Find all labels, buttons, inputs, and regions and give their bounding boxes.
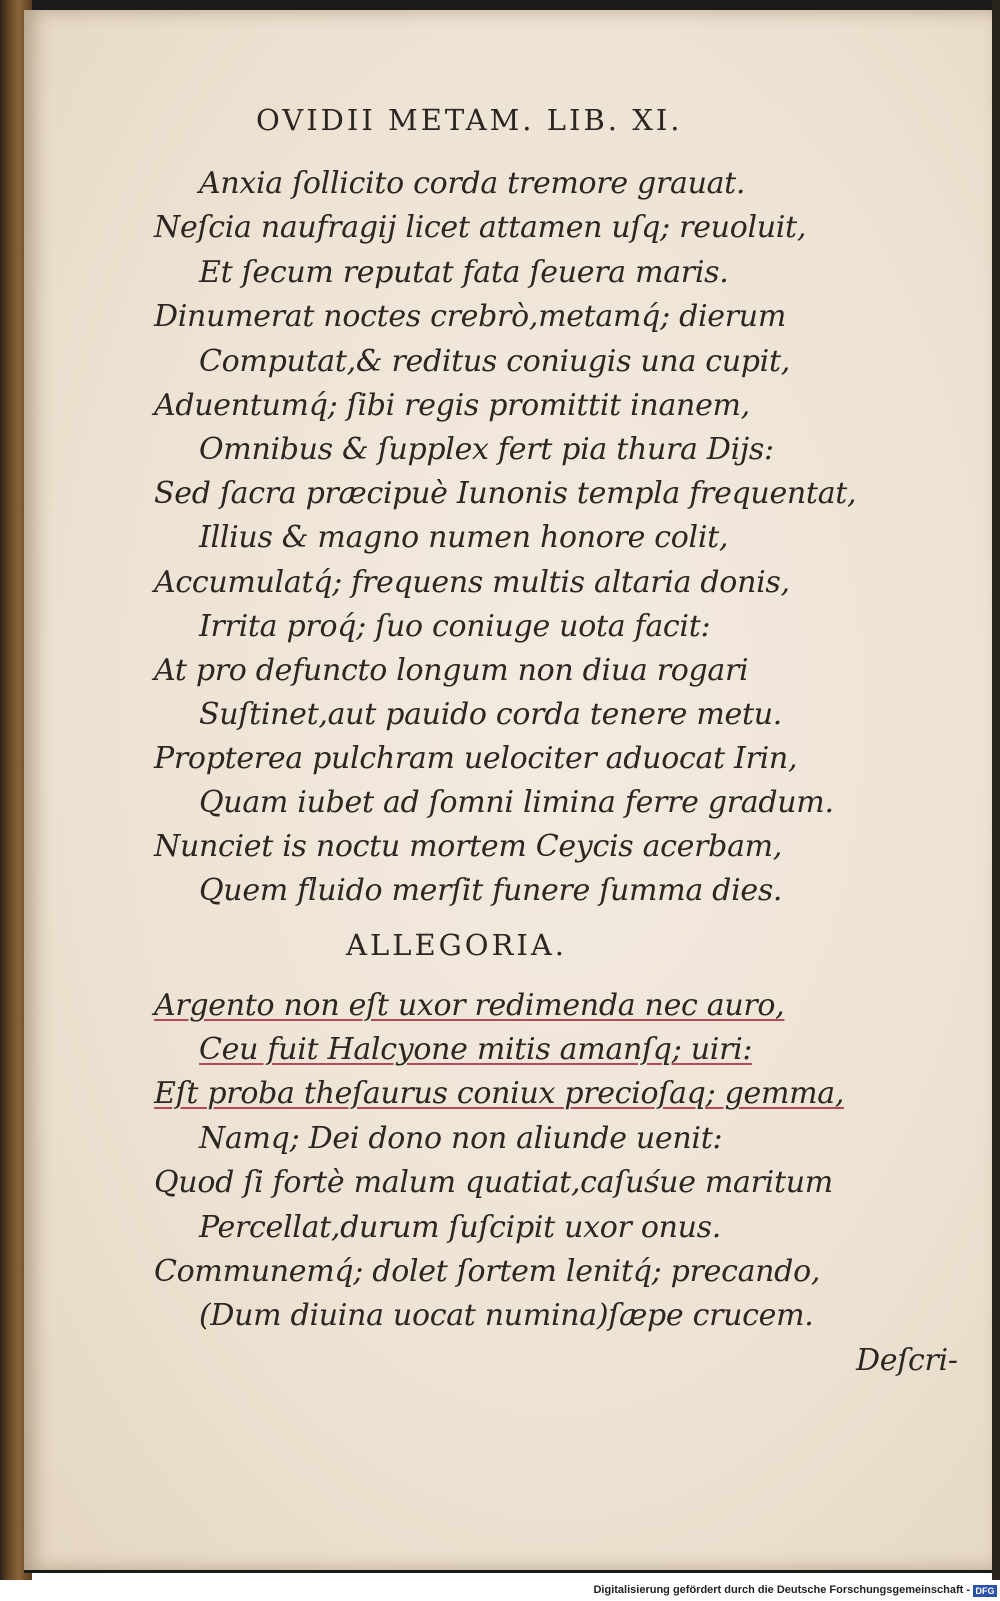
verse-line: Quod ſi fortè malum quatiat,caſuśue maritum <box>154 1165 833 1200</box>
running-title: OVIDII METAM. LIB. XI. <box>256 103 683 137</box>
verse-line: Quem fluido merſit funere ſumma dies. <box>199 873 783 908</box>
allegoria-heading: ALLEGORIA. <box>346 928 568 962</box>
verse-line: Aduentumq́; ſibi regis promittit inanem, <box>154 388 750 423</box>
verse-line: Illius & magno numen honore colit, <box>199 520 729 555</box>
verse-line: Quam iubet ad ſomni limina ferre gradum. <box>199 785 834 820</box>
verse-line: Omnibus & ſupplex fert pia thura Dijs: <box>199 432 774 467</box>
verse-line: Nunciet is noctu mortem Ceycis acerbam, <box>154 829 783 864</box>
catchword: Deſcri- <box>856 1343 958 1378</box>
verse-line: Dinumerat noctes crebrò,metamq́; dierum <box>154 299 786 334</box>
verse-line: Propterea pulchram uelociter aduocat Irin, <box>154 741 798 776</box>
verse-line: Percellat,durum ſuſcipit uxor onus. <box>199 1210 721 1245</box>
verse-line: (Dum diuina uocat numina)ſæpe crucem. <box>199 1298 814 1333</box>
verse-line: At pro defuncto longum non diua rogari <box>154 653 749 688</box>
verse-line: Irrita proq́; ſuo coniuge uota facit: <box>199 609 711 644</box>
dfg-logo: DFG <box>973 1585 997 1597</box>
verse-line: Neſcia naufragij licet attamen uſq; reuoluit, <box>154 210 807 245</box>
verse-line: Suſtinet,aut pauido corda tenere metu. <box>199 697 782 732</box>
verse-line-underlined: Argento non eſt uxor redimenda nec auro, <box>154 988 785 1023</box>
funding-credit: Digitalisierung gefördert durch die Deutsche Forschungsgemeinschaft - <box>593 1584 970 1596</box>
verse-line: Accumulatq́; frequens multis altaria donis, <box>154 565 790 600</box>
verse-line: Anxia ſollicito corda tremore grauat. <box>199 166 746 201</box>
verse-line: Communemq́; dolet ſortem lenitq́; precando, <box>154 1254 821 1289</box>
digitization-footer <box>0 1582 1000 1601</box>
book-page <box>24 10 992 1573</box>
verse-line-underlined: Ceu fuit Halcyone mitis amanſq; uiri: <box>199 1032 753 1067</box>
verse-line: Sed ſacra præcipuè Iunonis templa frequentat, <box>154 476 857 511</box>
verse-line: Namq; Dei dono non aliunde uenit: <box>199 1121 723 1156</box>
verse-line: Et ſecum reputat fata ſeuera maris. <box>199 255 729 290</box>
verse-line: Computat,& reditus coniugis una cupit, <box>199 344 790 379</box>
page-right-edge <box>992 0 1000 1580</box>
verse-line-underlined: Eſt proba theſaurus coniux precioſaq; gemma, <box>154 1076 845 1111</box>
